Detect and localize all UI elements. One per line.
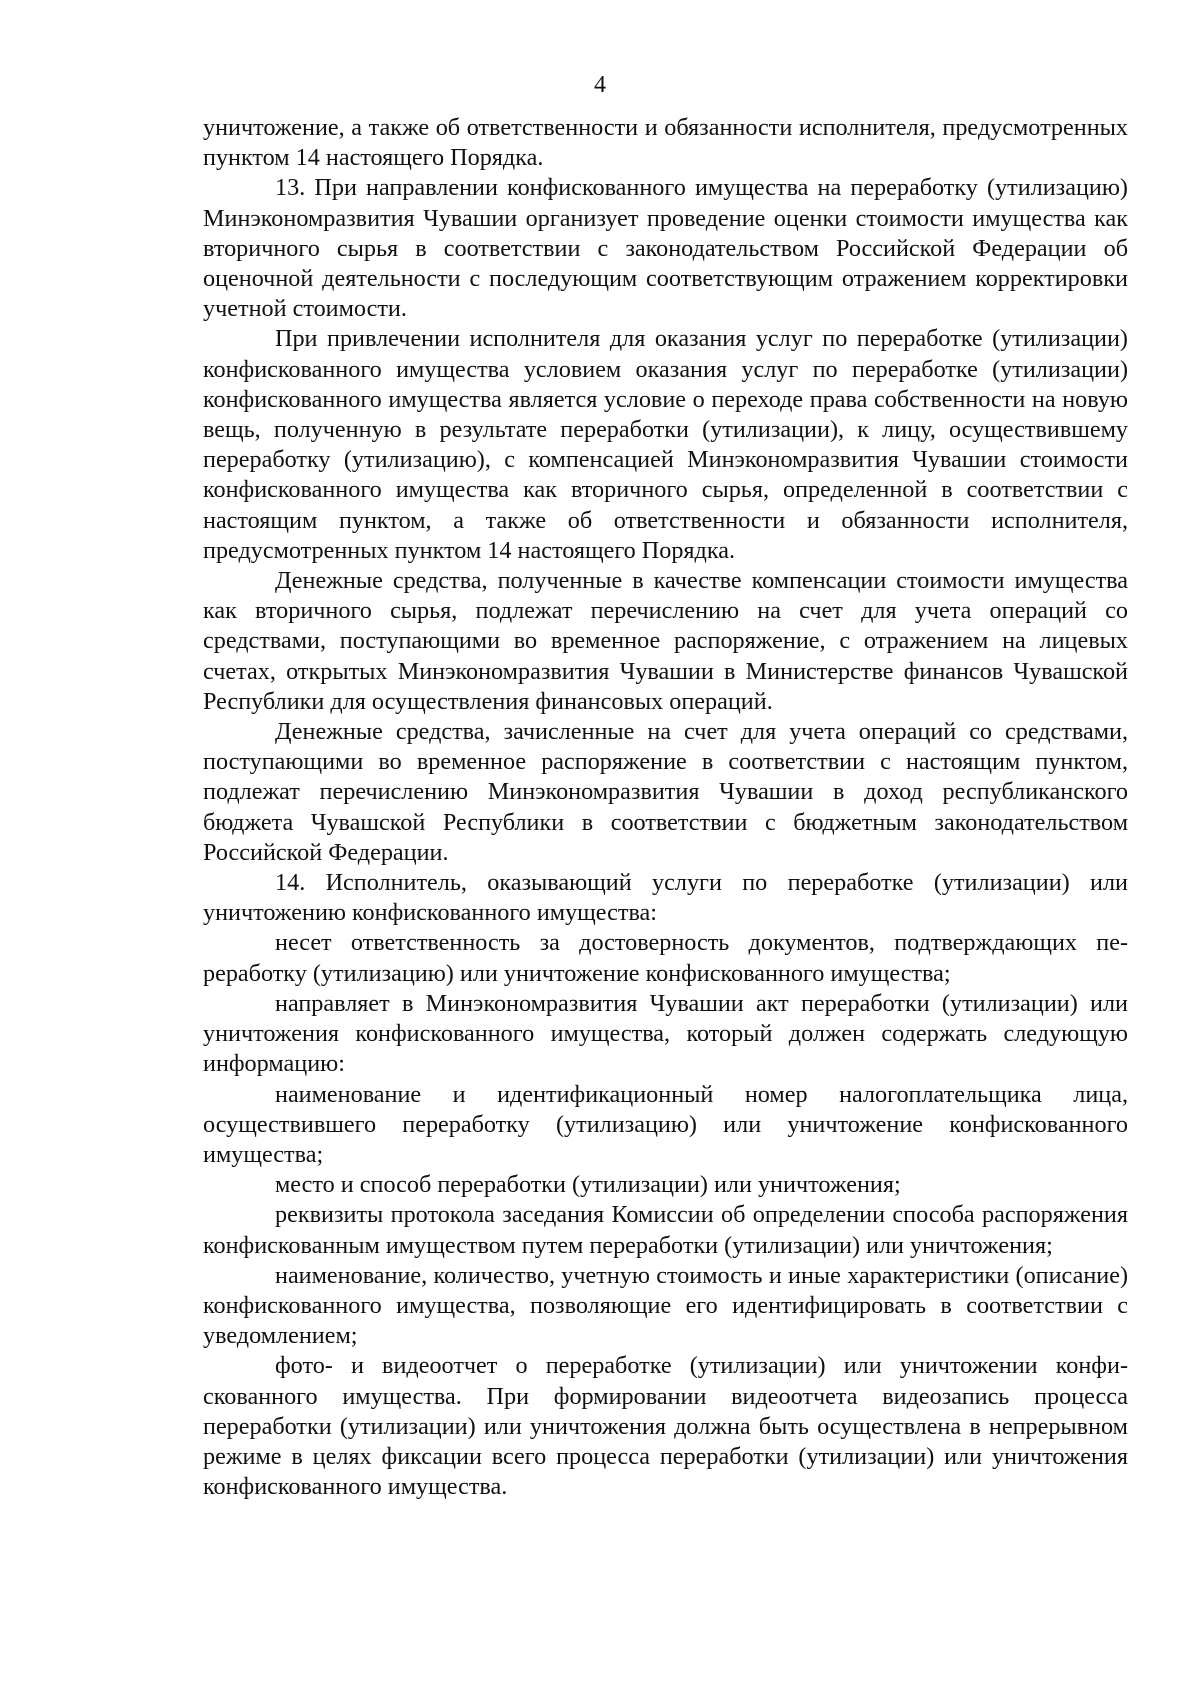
paragraph: Денежные средства, полученные в качестве компенсации стоимости имущества как вторичного сырья, подлежат перечислению на счет для учета операций со средствами, поступающими во временное распоряжение, с отражением на лицевых счетах, открытых Минэкономразвития Чувашии в Министерстве финансов Чувашской Республики для осуществления финансовых операций. xyxy=(203,567,1128,715)
paragraph: При привлечении исполнителя для оказания услуг по переработке (утилизации) конфискованного имущества условием оказания услуг по переработке (утилизации) конфискованного имущества является условие о переходе права собственности на новую вещь, полученную в результате переработки (утилизации), к лицу, осуществившему переработку (утилизацию), с компенсацией Минэкономразвития Чувашии стоимости конфискованного имущества как вторичного сырья, определенной в соответствии с настоящим пунктом, а также об ответственности и обязанности исполнителя, предусмотренных пунктом 14 настоящего Порядка. xyxy=(203,325,1128,564)
paragraph: наименование, количество, учетную стоимость и иные характеристики (описание) конфискованного имущества, позволяющие его идентифицировать в соответствии с уведомлением; xyxy=(203,1261,1128,1350)
paragraph: место и способ переработки (утилизации) или уничтожения; xyxy=(275,1171,901,1199)
paragraph: несет ответственность за достоверность документов, подтверждающих переработку (утилизацию) или уничтожение конфискованного имущества; xyxy=(203,929,1128,987)
paragraph: наименование и идентификационный номер налогоплательщика лица, осуществившего переработку (утилизацию) или уничтожение конфискованного имущества; xyxy=(203,1080,1128,1168)
paragraph: Денежные средства, зачисленные на счет для учета операций со средствами, поступающими во временное распоряжение в соответствии с настоящим пунктом, подлежат перечислению Минэкономразвития Чувашии в доход республиканского бюджета Чувашской Республики в соответствии с бюджетным законодательством Российской Федерации. xyxy=(203,718,1128,866)
paragraph-continuation: уничтожение, а также об ответственности и обязанности исполнителя, предусмотренных пунктом 14 настоящего Порядка. xyxy=(203,114,1128,172)
paragraph-item-13: 13. При направлении конфискованного имущества на переработку (утилизацию) Минэкономразвития Чувашии организует проведение оценки стоимости имущества как вторичного сырья в соответствии с законодательством Российской Федерации об оценочной деятельности с последующим соответствующим отражением корректировки учетной стоимости. xyxy=(203,174,1128,323)
paragraph: направляет в Минэкономразвития Чувашии акт переработки (утилизации) или уничтожения конфискованного имущества, который должен содержать следующую информацию: xyxy=(203,989,1128,1078)
paragraph-item-14: 14. Исполнитель, оказывающий услуги по переработке (утилизации) или уничтожению конфискованного имущества: xyxy=(203,869,1128,927)
paragraph: фото- и видеоотчет о переработке (утилизации) или уничтожении конфискованного имущества. При формировании видеоотчета видеозапись процесса переработки (утилизации) или уничтожения должна быть осуществлена в непрерывном режиме в целях фиксации всего процесса переработки (утилизации) или уничтожения конфискованного имущества. xyxy=(203,1352,1128,1501)
paragraph: реквизиты протокола заседания Комиссии об определении способа распоряжения конфискованным имуществом путем переработки (утилизации) или уничтожения; xyxy=(203,1201,1128,1259)
page-number: 4 xyxy=(594,72,606,98)
document-body xyxy=(203,113,1128,1502)
